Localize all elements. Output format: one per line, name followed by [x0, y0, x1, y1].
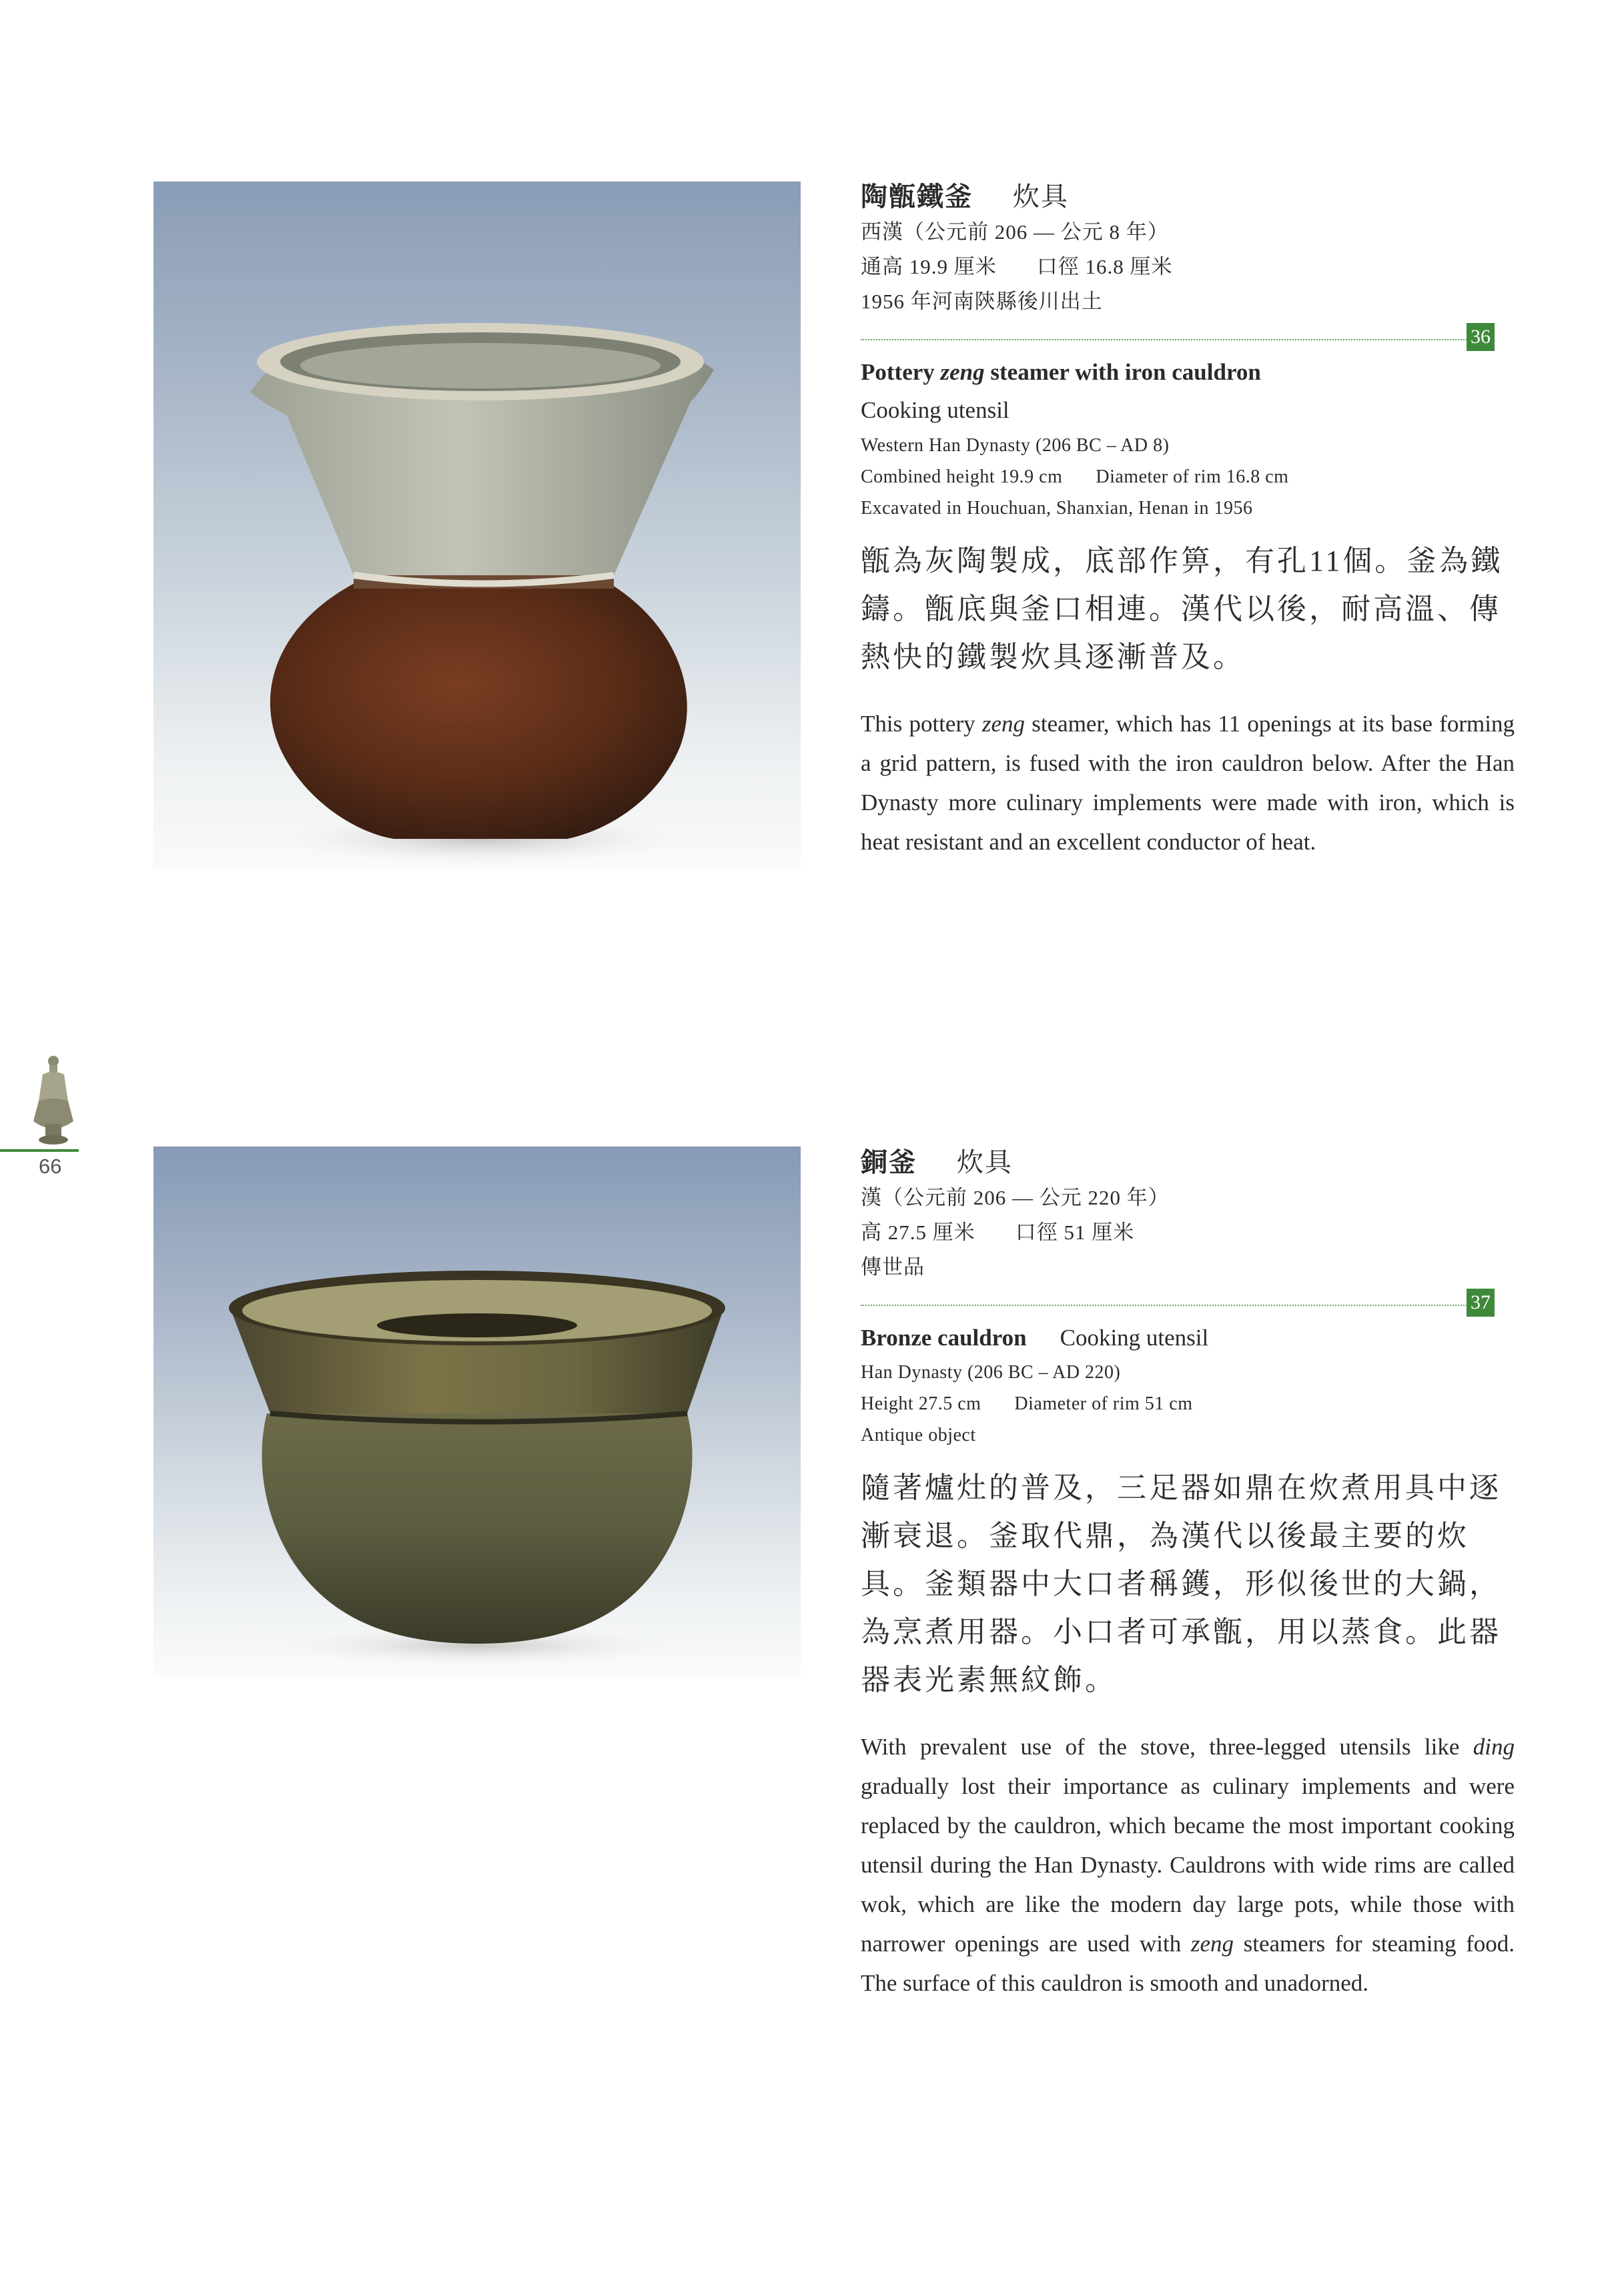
en-category: Cooking utensil: [861, 397, 1009, 423]
zh-category: 炊具: [957, 1147, 1013, 1177]
zh-provenance: 1956 年河南陝縣後川出土: [861, 290, 1103, 313]
entry-divider: [861, 1290, 1491, 1319]
zh-description: 甑為灰陶製成，底部作箅，有孔11個。釜為鐵鑄。甑底與釜口相連。漢代以後，耐高溫、傳熱快的鐵製炊具逐漸普及。: [861, 545, 1503, 673]
en-category: Cooking utensil: [1060, 1325, 1209, 1351]
photo-pottery-steamer: [153, 182, 801, 869]
page-number: 66: [39, 1155, 62, 1178]
vessel-ornament-icon: [29, 1054, 77, 1147]
pottery-steamer-image: [153, 182, 801, 869]
zh-title: 陶甑鐵釜 炊具: [861, 182, 1069, 212]
en-title: Bronze cauldron Cooking utensil: [861, 1325, 1209, 1351]
zh-title: 銅釜 炊具: [861, 1147, 1013, 1177]
en-period: Han Dynasty (206 BC – AD 220): [861, 1362, 1121, 1383]
zh-period: 漢（公元前 206 — 公元 220 年）: [861, 1186, 1170, 1209]
photo-bronze-cauldron: [153, 1147, 801, 1677]
en-period: Western Han Dynasty (206 BC – AD 8): [861, 435, 1170, 456]
zh-period: 西漢（公元前 206 — 公元 8 年）: [861, 220, 1169, 244]
en-provenance: Antique object: [861, 1425, 976, 1445]
zh-category: 炊具: [1013, 182, 1069, 212]
entry-37: [861, 1145, 1515, 2003]
en-dimensions: Combined height 19.9 cm Diameter of rim 16.8 cm: [861, 466, 1289, 487]
zh-dimensions: 通高 19.9 厘米 口徑 16.8 厘米: [861, 255, 1173, 278]
bronze-cauldron-image: [153, 1147, 801, 1677]
catalogue-number-badge: 36: [1467, 323, 1495, 351]
en-description: With prevalent use of the stove, three-legged utensils like ding gradually lost their importance as culinary implements and were replaced by the cauldron, which became the most important cooking utensil during the Han Dynasty. Cauldrons with wide rims are called wok, which are like the modern day large pots, while those with narrower openings are used with zeng steamers for steaming food. The surface of this cauldron is smooth and unadorned.: [861, 1734, 1515, 1996]
en-title: Pottery zeng steamer with iron cauldron: [861, 359, 1261, 385]
zh-provenance: 傳世品: [861, 1255, 925, 1279]
catalogue-number-badge: 37: [1467, 1289, 1495, 1317]
en-description: This pottery zeng steamer, which has 11 openings at its base forming a grid pattern, is fused with the iron cauldron below. After the Han Dynasty more culinary implements were made with iron, which is heat resistant and an excellent conductor of heat.: [861, 711, 1515, 855]
zh-description: 隨著爐灶的普及，三足器如鼎在炊煮用具中逐漸衰退。釜取代鼎，為漢代以後最主要的炊具。釜類器中大口者稱鑊，形似後世的大鍋，為烹煮用器。小口者可承甑，用以蒸食。此器器表光素無紋飾。: [861, 1472, 1501, 1696]
en-dimensions: Height 27.5 cm Diameter of rim 51 cm: [861, 1393, 1193, 1414]
margin-green-rule: [0, 1149, 79, 1152]
en-provenance: Excavated in Houchuan, Shanxian, Henan in 1956: [861, 498, 1253, 519]
entry-divider: [861, 324, 1491, 354]
zh-dimensions: 高 27.5 厘米 口徑 51 厘米: [861, 1221, 1135, 1244]
entry-36: [861, 179, 1515, 862]
